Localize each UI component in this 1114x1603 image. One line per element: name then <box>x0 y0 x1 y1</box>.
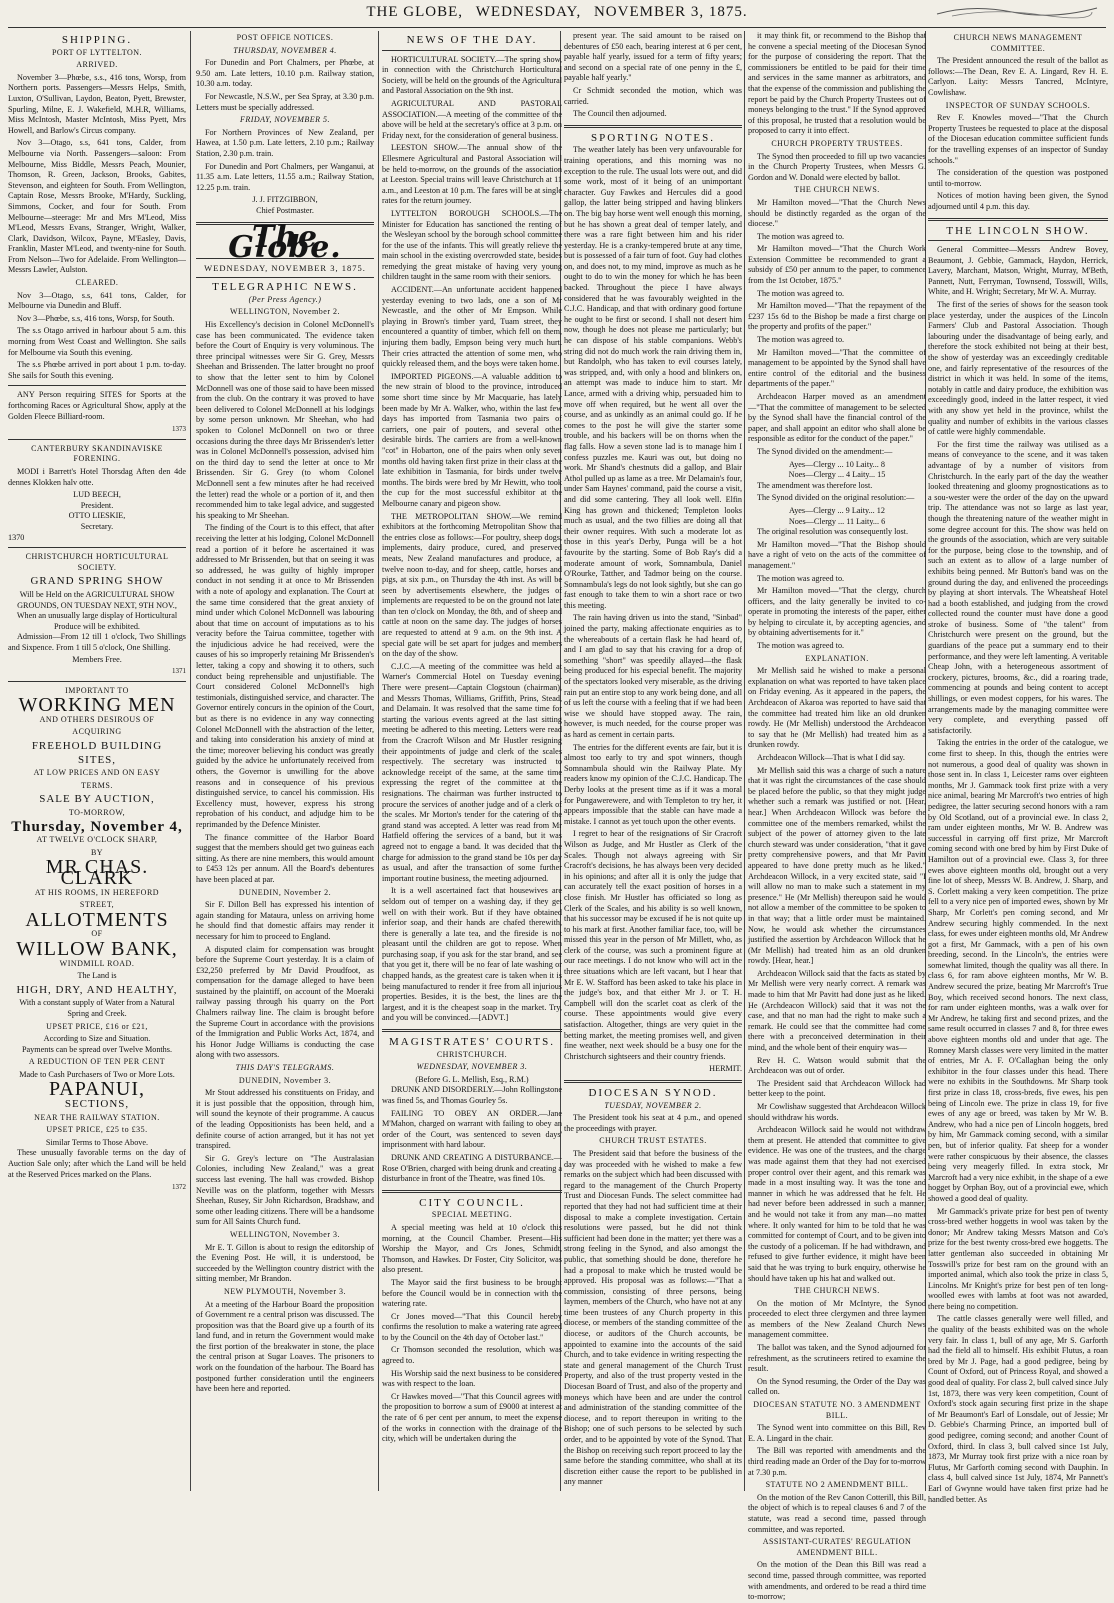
court-item: DRUNK AND DISORDERLY.—John Rollingstone was fined 5s, and Thomas Gourley 5s. <box>382 1085 562 1105</box>
vote-line: Ayes—Clergy ... 10 Laity... 8 <box>789 459 885 469</box>
dateline-new-plymouth: NEW PLYMOUTH, November 3. <box>224 1286 346 1296</box>
skand-sign: President. <box>80 500 114 510</box>
synod-subheading: CHURCH NEWS MANAGEMENT COMMITTEE. <box>953 33 1083 53</box>
divider <box>564 125 742 128</box>
synod-item: The Synod divided on the amendment:— <box>757 446 893 456</box>
grand-text: Will be Held on the AGRICULTURAL SHOW GROUNDS, ON TUESDAY NEXT, 9TH NOV., <box>17 589 177 610</box>
telegram-text: Sir F. Dillon Bell has expressed his intention of again standing for Mataura, unless on arriving home he should find that domestic affairs may render it necessary for him to proceed to England. <box>196 900 374 941</box>
lincoln-item: The cattle classes generally were well filled, and the quality of the beasts exhibited was on the whole very fair. In class 1, bull of any age, Mr S. Garforth had the field all to himself. His exhibit Flutus, a roan bred by Mr J. Page, had a good pedigree, being by Count of Oxford, out of Princess Royal, and showed a good deal of quality. For class 2, bull calved since July 1st, 1873, there was very keen competition, Count of Oxford's stock again securing first prize in the shape of Mr Beaumont's Earl of Lonsdale, out of Jessie; Mr D. Gebbie's Charming Prince, an imported bull of good pedigree, coming second; and another Count of Oxford, third. In class 3, bull calved since 1st July, 1873, Mr Murray took first prize with a nice roan by Flutus, Mr Garforth coming second with Dauphin. In class 4, bull calved since 1st July, 1874, Mr Pannett's Earl of Gwynne would have taken first prize had he handled better. As <box>928 1314 1108 1504</box>
vote-line: Noes—Clergy ... 4 Laity... 15 <box>788 470 886 480</box>
news-item: LEESTON SHOW.—The annual show of the Ellesmere Agricultural and Pastoral Association will be held to-morrow, on the grounds of the association at Leeston. Special trains will leave Christchurch at 11 a.m., and Leeston at 10 p.m. The fares will be at single rates for the return journey. <box>382 143 562 206</box>
dateline-wellington: WELLINGTON, November 3. <box>230 1229 340 1239</box>
divider <box>382 1029 562 1032</box>
synod-item: The amendment was therefore lost. <box>757 480 873 490</box>
ad-number: 1373 <box>172 425 186 434</box>
column-divider <box>378 31 379 1491</box>
arrived-text: November 3—Phœbe, s.s., 416 tons, Worsp, from Northern ports. Passengers—Messrs Helps, Smith, Luxton, O'Sullivan, Laydon, Beaton, Pyett, Brewster, Spurling, Milne, E. J. Wakefield, M.H.R, Williams, Miss McIntosh, Master McIntosh, Miss Pyett, Mrs Howell, and Barlow's Circus company. <box>8 72 186 135</box>
synod-item: it may think fit, or recommend to the Bishop that he convene a special meeting of the Diocesan Synod for the purpose of considering the report. That the commissioners be entitled to be paid for their time and services in the same manner as arbitrators, and that the expense of the commission and publishing the report be paid by the Church Property Trustees out of moneys belonging to the trust." If the Synod approved of this proposal, he trusted that a resolution would be proposed to carry it into effect. <box>748 31 926 136</box>
divider <box>382 50 562 51</box>
similar-text: Similar Terms to Those Above. <box>45 1137 149 1147</box>
column-3 <box>382 31 562 1491</box>
divider <box>8 681 186 682</box>
synod-item: Mr Mellish said he wished to make a personal explanation on what was reported to have taken place on Friday evening. As it appeared in the papers, the Archdeacon of Akaroa was reported to have said that the committee had treated him like an old drunken rowdy. He (Mr Mellish) understood the Archdeacon to say that he (Mr Mellish) had treated him as a drunken rowdy. <box>748 666 926 750</box>
masthead-day: WEDNESDAY, <box>475 4 582 20</box>
synod-item: The President took his seat at 4 p.m., and opened the proceedings with prayer. <box>564 1113 742 1133</box>
terms-text: TERMS. <box>81 780 113 790</box>
court-item: DRUNK AND CREATING A DISTURBANCE.—Rose O'Brien, charged with being drunk and creating a disturbance in front of the Theatre, was fined 10s. <box>382 1152 562 1184</box>
post-date: FRIDAY, NOVEMBER 5. <box>239 115 331 125</box>
cleared-text: Nov 3—Phœbe, s.s, 416 tons, Worsp, for South. <box>17 313 175 323</box>
lincoln-item: Taking the entries in the order of the catalogue, we come first to sheep. In this, though the entries were not numerous, a good deal of quality was shown in those sent in. In class 1, Leicester rams over eighteen months, Mr J. Gammack took first prize with a very nice animal, bearing Mr Marcroft's two entries of high pedigree, the latter securing second honors with a ram by Old Scotland, out of a provincial ewe. In class 2, ram under eighteen months, Mr W. B. Andrew was successful in carrying off first prize, Mr Marcroft coming second with one bred by him by First Duke of Hamilton out of a provincial ewe. Class 3, for three ewes above eighteen months old, brought out a very fine lot of sheep, Messrs W. B. Andrew, J. Sharp, and S. Corlett making a very keen competition. The prize fell to a very nice pen of imported ewes, shown by Mr Sharp, Mr Corlett's pen coming second, and Mr Andrew securing highly commended. In the next class, for ewes under eighteen months old, Mr Andrew got a first, Mr Gammack, with a pen of his own breeding, second. In the Lincoln's, the entries were somewhat limited, though the quality was all there. In class 6, for ram above eighteen months, Mr W. B. Andrew secured the prize, beating Mr Marcroft's True Boy, which received second honors. The next class, for ram under eighteen months, was a walk over for Mr Andrew, he taking first and second prizes, and the same result occurred in classes 7 and 8, for three ewes above eighteen months old and under that age. The Romney Marsh classes were very limited in the matter of entries, Mr A. F. O'Callaghan being the only exhibitor in the four classes under this head. There were no exhibits in the Southdowns. Mr Sharp took first prize in class 18, cross-breds, five ewes, his pen being of Lincoln ewe. The prize in class 19, for five ewes of any age or breed, was taken by Mr W. B. Andrew, who had a nice pen of Lincoln hoggets, bred by him, Mr Gammack coming second, with a similar pen, but of inferior quality. Fat sheep for a wonder were rather conspicuous by their absence, the classes being very meagerly filled. In extra stock, Mr Marcroft had a very nice exhibit, in the shape of a ewe hogget by Orphan Boy, out of a provincial ewe, which showed a good deal of quality. <box>928 738 1108 1203</box>
synod-item: The Synod went into committee on this Bill, Rev E. A. Lingard in the chair. <box>748 1423 926 1443</box>
hort-heading: CHRISTCHURCH HORTICULTURAL SOCIETY. <box>25 552 169 572</box>
sites-heading: SITES, <box>77 753 117 766</box>
lincoln-item: The first of the series of shows for the season took place yesterday, under the auspices of the Lincoln Farmers' Club and Pastoral Association. Though labouring under the disadvantage of being early, and therefore the stock exhibited not being at their best, the show of yesterday was an exceedingly creditable one, and fairly representative of the resources of the district in which it was held. In some of the items, notably in cattle and dairy produce, the exhibition was exceedingly good, indeed in the latter respect, it vied with any show yet held in the province, whilst the quality and number of exhibits in the various classes of cattle were highly commendable. <box>928 300 1108 437</box>
street-text: STREET, <box>79 900 115 910</box>
divider <box>8 547 186 548</box>
council-item: A special meeting was held at 10 o'clock this morning, at the Council Chamber. Present—His Worship the Mayor, and Crs Jones, Schmidt, Thomson, and Hawkes. Dr Foster, City Solicitor, was also present. <box>382 1222 562 1275</box>
ad-number: 1370 <box>8 532 25 542</box>
synod-item: The motion was agreed to. <box>757 573 845 583</box>
divider <box>382 1190 562 1193</box>
synod-item: The President said that before the business of the day was proceeded with he wished to make a few remarks on the subject which had been discussed with regard to the management of the Church Property Trust and Diocesan Funds. The select committee had reported that they had not had sufficient time at their disposal to make a complete investigation. Certain resolutions were passed, but he did not think sufficient had been done in the matter; yet there was a strong feeling in the Synod, and also amongst the public, that something should be done, therefore he had a proposal to make which he trusted would be approved. His proposal was as follows:—"That a commission, consisting of three persons, being laymen, members of the Church, who have not at any time been trustees of any Church property in this diocese, or members of the standing committee of the diocese, or auditors of the Church accounts, be appointed to examine into the accounts of the said Church, and to take evidence in writing respecting the state and general management of the Church Trust Property, and also of the trust property vested in the Diocesan Board of Trust, and also of the property and moneys which have been and are under the control and administration of the standing committee of the diocese, and to report thereupon in writing to the Bishop; one of such persons to be selected by such order, and to be appointed by vote of the Synod. That the Bishop on receiving such report proceed to lay the same before the standing committee, who shall at its discretion either cause the report to be published in any manner <box>564 1148 742 1487</box>
freehold-heading: FREEHOLD BUILDING <box>31 740 163 753</box>
synod-item: The Synod then proceeded to fill up two vacancies in the Church Property Trustees, when Messrs G. Gordon and W. Donald were elected by ballot. <box>748 151 926 182</box>
allotments-heading: ALLOTMENTS <box>25 908 169 931</box>
post-notice: For Dunedin and Port Chalmers, per Phœbe, at 9.50 am. Late letters, 10.10 p.m. Railway station, 10.30 a.m. today. <box>196 58 374 89</box>
news-item: IMPORTED PIGEONS.—A valuable addition to the new strain of blood to the province, introduced some short time since by Mr Macquarie, has lately been made by Mr A. Walker, who, within the last few days has imported from Tasmania two pairs of carriers, one pair of pouters, and several other desirable birds. The carriers are from a well-known "cot" in Hobarton, one of the pairs when only seven months old having taken first prize in their class at the late exhibition in Tasmania, for birds under twelve months. The birds were bred by Mr Hewitt, who took the cup for the most successful exhibitor at the Melbourne canary and pigeon show. <box>382 371 562 508</box>
top-rule <box>8 27 1106 28</box>
synod-subheading: CHURCH PROPERTY TRUSTEES. <box>771 138 903 148</box>
council-item: Cr Hawkes moved—"That this Council agrees with the proposition to borrow a sum of £9000 at interest at the rate of 6 per cent per annum, to meet the expense of the works in connection with the drainage of the city, which will be undertaken during the <box>382 1391 562 1444</box>
synod-item: On the motion of the Dean this Bill was read a second time, passed through committee, was reported with amendments, and ordered to be read a third time to-morrow; <box>748 1560 926 1602</box>
synod-item: The motion was agreed to. <box>757 231 845 241</box>
synod-item: The ballot was taken, and the Synod adjourned for refreshment, as the scrutineers retired to examine the result. <box>748 1343 926 1374</box>
reduction-text: Made to Cash Purchasers of Two or More Lots. <box>19 1069 175 1079</box>
synod-item: Rev F. Knowles moved—"That the Church Property Trustees be requested to place at the disposal of the Diocesan education committee sufficient funds for the travelling expenses of an inspector of Sunday schools." <box>928 113 1108 165</box>
dateline-dunedin: DUNEDIN, November 3. <box>238 1075 332 1085</box>
synod-subheading: CHURCH TRUST ESTATES. <box>599 1136 707 1146</box>
cleared-text: Nov 3—Otago, s.s, 641 tons, Calder, for Melbourne via Dunedin and Bluff. <box>8 290 186 311</box>
telegram-text: Sir G. Grey's lecture on "The Australasian Colonies, including New Zealand," was a great success last evening. The hall was crowded. Bishop Neville was on the platform, together with Messrs Sheehan, Rusey, Sir John Richardson, Bradshaw, and some other leading citizens. There will be a handsome sum for All Saints Church fund. <box>196 1153 374 1227</box>
according-text: According to Size and Situation. <box>43 1034 151 1044</box>
others-text: AND OTHERS DESIROUS OF <box>39 714 155 724</box>
twelve-text: AT TWELVE O'CLOCK SHARP, <box>36 835 158 845</box>
payments-text: Payments can be spread over Twelve Months. <box>21 1044 173 1054</box>
globe-logo: The Globe. <box>228 219 342 266</box>
synod-item: Rev H. C. Watson would submit that the Archdeacon was out of order. <box>748 1055 926 1076</box>
special-meeting: SPECIAL MEETING. <box>431 1210 513 1220</box>
synod-subheading: THE CHURCH NEWS. <box>794 1286 880 1296</box>
of-text: OF <box>91 929 103 939</box>
city-council-heading: CITY COUNCIL. <box>419 1196 525 1209</box>
sport-item: I regret to hear of the resignations of Sir Cracroft Wilson as Judge, and Mr Hustler as Clerk of the Scales. Though not always agreeing with Sir Cracroft's decisions, he has always been very decided in his opinions; and after all it is only the judge that can accurately tell the exact position of horses in a close finish. Mr Hustler has officiated so long as Clerk of the Scales, and his ability is so well known, that his successor may be excused if he is not quite up to his mark at first. Another familiar face, too, will be missed this year in the person of Mr Millett, who, as clerk of the course, was such a prominent figure at our race meetings. I do not know who will act in the three situations which are left vacant, but I hear that Mr E. W. Stafford has been asked to take his place in the judge's box, and that either Mr J. or T. H. Campbell will don the scarlet coat as clerk of the course. These appointments would give every satisfaction. Altogether, things are very quiet in the betting market, the meeting promises well, and given fine weather, next week should be a busy one for the Christchurch sightseers and their country friends. <box>564 829 742 1061</box>
court-item: FAILING TO OBEY AN ORDER.—Jane M'Mahon, charged on warrant with failing to obey an order of the Court, was sentenced to seven days' imprisonment with hard labour. <box>382 1108 562 1150</box>
synod-subheading: ASSISTANT-CURATES' REGULATION AMENDMENT BILL. <box>762 1537 912 1557</box>
post-notice: For Northern Provinces of New Zealand, per Hawea, at 1.50 p.m. Late letters, 2.10 p.m.; Railway Station, 2.30 p.m. train. <box>196 127 374 158</box>
ornament-flourish-icon <box>932 2 1102 20</box>
divider <box>8 439 186 440</box>
vote-line: Noes—Clergy ... 11 Laity... 6 <box>788 516 886 526</box>
synod-item: Mr Hamilton moved—"That the Church Work Extension Committee be recommended to grant a subsidy of £50 per annum to the paper, to commence from the 1st October, 1875." <box>748 244 926 286</box>
port-heading: PORT OF LYTTELTON. <box>51 47 143 57</box>
postmaster-name: J. J. FITZGIBBON, <box>252 195 318 205</box>
tomorrow-text: TO-MORROW, <box>68 808 126 817</box>
dateline: WEDNESDAY, NOVEMBER 3, 1875. <box>204 262 366 273</box>
synod-item: Archdeacon Willock—That is what I did say. <box>757 753 905 762</box>
synod-item: Mr Hamilton moved—"That the clergy, church officers, and the laity generally be invited to co-operate in promoting the interests of the paper, either by helping to circulate it, by accepting agencies, and by obtaining advertisements for it." <box>748 586 926 638</box>
news-item: LYTTELTON BOROUGH SCHOOLS.—The Minister for Education has sanctioned the renting of the Wesleyan school by the borough school committee for the use of the infants. This will greatly relieve the main school in the existing overcrowded state, besides remedying the great mistake of having very young children taught in the same room with their seniors. <box>382 208 562 282</box>
telegraphic-heading: TELEGRAPHIC NEWS. <box>212 281 358 294</box>
divider <box>928 218 1108 221</box>
synod-item: Archdeacon Harper moved as an amendment—"That the committee of management to be selected by the Synod shall have the financial control of the paper, and shall appoint an editor who shall alone be responsible as editor for the conduct of the paper." <box>748 392 926 444</box>
council-item: present year. The said amount to be raised on debentures of £50 each, bearing interest at 6 per cent, payable half yearly, issued for a term of fifty years; and second on a special rate of one penny in the £, payable half yearly." <box>564 31 742 83</box>
favorable-text: These unusually favorable terms on the day of Auction Sale only; after which the Land will be held at the Reserved Prices marked on the Plans. <box>8 1148 186 1179</box>
lincoln-item: Mr Gammack's private prize for best pen of twenty cross-bred wether hoggetts in wool was taken by the donor; Mr Andrew taking Messrs Matson and Co's prize for the best twenty cross-bred ewe hoggetts. The latter gentleman also succeeded in obtaining Mr Tosswill's prize for best ram on the ground with an imported animal, which also took the prize in class 5, Lincolns. Mr Knight's prize for best pen of ten long-woolled ewes with lambs at foot was not awarded, there being no competition. <box>928 1206 1108 1311</box>
dateline-wellington: WELLINGTON, November 2. <box>230 307 340 317</box>
upset-price: UPSET PRICE, £25 to £35. <box>46 1125 148 1135</box>
sections-heading: SECTIONS, <box>64 1098 130 1111</box>
papanui-heading: PAPANUI, <box>48 1078 145 1101</box>
cleared-heading: CLEARED. <box>75 278 119 288</box>
sporting-notes-heading: SPORTING NOTES. <box>590 131 716 144</box>
post-notice: For Dunedin and Port Chalmers, per Wanganui, at 11.35 a.m. Late letters, 11.55 a.m.; Railway Station, 12.25 p.m. train. <box>196 161 374 192</box>
arrived-text: Nov 3—Otago, s.s, 641 tons, Calder, from Melbourne via North. Passengers—saloon: From Melbourne, Miss Biddle, Messrs Peach, Mounier, Thomson, R. Green, Jackson, Brooks, Gabites, Stevenson, and eighteen for South. From Wellington, Captain Rose, Messrs Brooke, M'Hardy, Suckling, Simmons, Cocker, and four for South. From Melbourne—steerage: Mr and Mrs M'Leod, Miss M'Leod, Messrs Evans, Stranger, Wright, Walker, Clark, Davidson, Wilcox, Payne, M'Easley, Davis, Franklin, Master M'Leod, and twenty-nine for South. From Nelson—Two for Adelaide. From Wellington—Messrs Lawler, Aulston. <box>8 138 186 275</box>
synod-item: Mr Hamilton moved—"That the Bishop should have a right of veto on the acts of the committee of management." <box>748 539 926 570</box>
masthead-date: NOVEMBER 3, 1875. <box>593 4 748 20</box>
council-item: His Worship said the next business to be considered was with respect to the loan. <box>382 1368 562 1389</box>
synod-item: The consideration of the question was postponed until to-morrow. <box>928 168 1108 188</box>
telegram-text: A disputed claim for compensation was brought before the Supreme Court yesterday. It is a claim of £32,250 preferred by Mr David Proudfoot, as compensation for the damage alleged to have been sustained by the plaintiff, on account of the Moeraki railway passing through his quarry on the Port Chalmers railway line. The claim is brought before the Supreme Court in accordance with the provisions of the Immigration and Public Works Act, 1874, and his Honor Judge Williams is conducting the case along with two assessors. <box>196 944 374 1060</box>
skand-sign: LUD BEECH, <box>73 490 121 500</box>
post-office-heading: POST OFFICE NOTICES. <box>236 33 334 42</box>
news-item: ACCIDENT.—An unfortunate accident happened yesterday evening to two lads, one a son of Mr Newcastle, and the other of Mr Empson. While playing in Brown's timber yard, Tuam street, they encountered a quantity of timber, which fell on them, injuring them badly, Empson being very much hurt. Their cries attracted the attention of some men, who quickly released them, and the boys were taken home. <box>382 285 562 369</box>
synod-subheading: STATUTE NO 2 AMENDMENT BILL. <box>765 1480 909 1490</box>
news-of-the-day-heading: NEWS OF THE DAY. <box>406 34 538 46</box>
rooms-text: AT HIS ROOMS, IN HEREFORD <box>34 887 160 897</box>
skand-sign: OTTO LIESKIE, <box>68 511 126 521</box>
masthead-paper: THE GLOBE, <box>366 4 464 20</box>
telegram-text: The finding of the Court is to this effect, that after receiving the letter at his lodging, Colonel McDonnell read a portion of it before he ascertained it was addressed to Mr Brissenden, but that on seeing it was so addressed, he was guilty of highly improper conduct in not sending it at once to Mr Brissenden with a note of apology and explanation. The Court at the same time considered that the great anxiety of mind under which Colonel McDonnell was labouring about that time on account of imputations as to his veracity before the Tairua committee, together with the injudicious advice he had received, were the causes of his so improperly retaining Mr Brissenden's letter, taking a copy and showing it to others, such conduct being reprehensible and unjustifiable. The Court considered Colonel McDonnell's high testimonials, distinguished service, and character. The Governor entirely concurs in the opinion of the Court, but as there is no evidence in any way connecting Colonel McDonnell with the abstraction of the letter, and taking into consideration his anxiety of mind at the time; moreover believing his conduct was greatly guided by the advice he unfortunately received from others, the Governor is unwilling for the above reasons and in consequence of his previous distinguished service, to cancel his commission. His Excellency must, however, express his strong reprobation of his conduct, and adjudge him to be reprimanded by the Defence Minister. <box>196 523 374 829</box>
high-dry-heading: HIGH, DRY, AND HEALTHY, <box>16 983 178 996</box>
synod-item: On the motion of Mr McIntyre, the Synod proceeded to elect three clergymen and three laymen as members of the New Zealand Church News management committee. <box>748 1298 926 1340</box>
low-prices-text: AT LOW PRICES AND ON EASY <box>33 768 161 778</box>
synod-item: Mr Hamilton moved—"That the Church News should be distinctly regarded as the organ of the diocese." <box>748 197 926 229</box>
column-2 <box>196 31 374 1491</box>
reduction-heading: A REDUCTION OF TEN PER CENT <box>28 1057 166 1067</box>
water-text: With a constant supply of Water from a Natural Spring and Creek. <box>19 998 175 1018</box>
ad-number: 1371 <box>172 667 186 676</box>
column-5 <box>748 31 927 1602</box>
synod-subheading: INSPECTOR OF SUNDAY SCHOOLS. <box>945 100 1091 110</box>
column-divider <box>190 31 191 1491</box>
synod-item: Mr Hamilton moved—"That the repayment of the £237 15s 6d to the Bishop be made a first charge on the property and profits of the paper." <box>748 301 926 332</box>
synod-item: The original resolution was consequently lost. <box>757 527 908 537</box>
court-location: CHRISTCHURCH. <box>436 1049 508 1059</box>
council-item: The Mayor said the first business to be brought before the Council would be in connection with the watering rate. <box>382 1277 562 1309</box>
news-item: It is a well ascertained fact that housewives are seldom out of temper on a washing day, if they get well on with their work. But if they have obtained inferior soap, and their hands are chafed therewith, there is generally a late tea, and the fireside is not pleasant until the children are got to repose. When purchasing soap, if you ask for the star brand, and see that you get it, there will be no fear of late washing or chapped hands, as the greatest care is taken when it is being manufactured to render it free from all injurious properties. Besides, it is the best, the lines are the largest, and it is the cheapest soap in the market. Try, and you will be convinced.—[ADVT.] <box>382 886 562 1023</box>
grand-text: When an unusually large display of Horticultural Produce will be exhibited. <box>16 611 178 631</box>
synod-item: On the motion of the Rev Canon Cotterill, this Bill, the object of which is to repeal clauses 6 and 7 of the statute, was read a second time, passed through committee, and was reported. <box>748 1492 926 1534</box>
diocesan-synod-heading: DIOCESAN SYNOD. <box>588 1087 718 1099</box>
telegram-text: Mr Stout addressed his constituents on Friday, and it is just possible that the opposition, through him, will sound the keynote of their programme. A caucus of the leading Oppositionists has been held, and a definite course of action arranged, but it has not yet transpired. <box>196 1088 374 1151</box>
shipping-note: The s.s Phœbe arrived in port about 1 p.m. to-day. She sails for South this evening. <box>8 360 186 380</box>
lincoln-show-heading: THE LINCOLN SHOW. <box>946 224 1090 237</box>
synod-item: Archdeacon Willock said that the facts as stated by Mr Mellish were very nearly correct. A remark was made to him that Mr Pavitt had done just as he liked. He (Archdeacon Willock) said that it was not the case, and that no man had the right to make such a remark. He could see that the committee had come there with a preconceived determination in their mind, and the whole bent of their enquiry was— <box>748 968 926 1053</box>
admission-text: Admission—From 12 till 1 o'clock, Two Shillings and Sixpence. From 1 till 5 o'clock, One Shilling. <box>8 632 186 652</box>
telegram-text: At a meeting of the Harbour Board the proposition of Government re a central prison was discussed. The proposition was that the Board give up a fourth of its land fund, and in return the Government would make the first portion of the breakwater in stone, the place the central prison at Sugar Loaves. The prisoners to work on the foundation of the harbour. The Board has postponed further consideration until the engineers have been here and reported. <box>196 1299 374 1394</box>
sport-item: The entries for the different events are fair, but it is almost too early to try and spot winners, though Somnambula should win the Railway Plate. My readers know my opinion of the C.J.C. Handicap. The Derby looks at the present time as if it was a moral for Pungawerewere, and with Templeton to try her, it appears impossible that the stable can have made a mistake. I cannot as yet touch upon the other events. <box>564 742 742 826</box>
news-item: HORTICULTURAL SOCIETY.—The spring show, in connection with the Christchurch Horticultural Society, will be held on the grounds of the Agricultural and Pastoral Association on the 9th inst. <box>382 54 563 96</box>
vote-line: Ayes—Clergy ... 9 Laity... 12 <box>789 505 885 515</box>
court-date: WEDNESDAY, NOVEMBER 3. <box>416 1062 528 1072</box>
news-item: AGRICULTURAL AND PASTORAL ASSOCIATION.—A meeting of the committee of the above will be held at the secretary's office at 3 p.m. on Friday next, for the consideration of general business. <box>382 98 562 140</box>
synod-item: Mr Mellish said this was a charge of such a nature that it was right the circumstances of the case should be placed before the public, so that they might judge whether such a remark was justified or not. [Hear, hear.] When Archdeacon Willock was before the committee one of the members remarked, whilst the subject of the power of attorney given to the late church steward was under consideration, "that it gave pretty comprehensive powers, and that Mr Pavitt appeared to have done pretty much as he liked." Archdeacon Willock, in a very excited state, said "I will allow no man to make such a statement in my presence." He (Mr Mellish) thereupon said he would not allow a member of the committee to be spoken to in that way; that a little order must be maintained. Now, he would ask whether the circumstances justified the assertion by Archdeacon Willock that he (Mr Mellish) had treated him as an old drunken rowdy. [Hear, hear.] <box>748 765 926 966</box>
clark-heading: MR CHAS. CLARK <box>45 856 149 889</box>
skand-text: MODI i Barrett's Hotel Thorsdag Aften den 4de dennes Klokken halv otte. <box>8 466 186 487</box>
land-text: The Land is <box>77 971 117 981</box>
court-before: (Before G. L. Mellish, Esq., R.M.) <box>415 1074 529 1084</box>
arrived-heading: ARRIVED. <box>76 60 118 70</box>
hermit-signature: HERMIT. <box>709 1064 742 1074</box>
thursday-heading: Thursday, November 4, <box>11 818 183 835</box>
synod-subheading: THE CHURCH NEWS. <box>794 185 880 195</box>
divider <box>928 240 1108 241</box>
ad-sites: ANY Person requiring SITES for Sports at the forthcoming Races or Agricultural Show, apply at the Golden Fleece Billiard-room. <box>8 390 186 421</box>
post-date: THURSDAY, NOVEMBER 4. <box>233 45 337 55</box>
near-text: NEAR THE RAILWAY STATION. <box>34 1112 160 1122</box>
magistrates-heading: MAGISTRATES' COURTS. <box>388 1036 555 1049</box>
acquiring-text: ACQUIRING <box>72 727 122 737</box>
telegram-text: Mr E. T. Gillon is about to resign the editorship of the Evening Post. He will, it is understood, be succeeded by the Wellington country district with the sitting member, Mr Brandon. <box>196 1242 374 1284</box>
telegram-text: The finance committee of the Harbor Board suggest that the members should get two guineas each sitting. As there are nine members, this would amount to £453 12s per annum. All the Board's debentures have been placed at par. <box>196 832 374 884</box>
council-item: Cr Schmidt seconded the motion, which was carried. <box>564 85 742 106</box>
ad-number: 1372 <box>172 1183 186 1192</box>
masthead <box>0 0 1114 24</box>
council-item: The Council then adjourned. <box>573 109 667 119</box>
synod-item: Mr Hamilton moved—"That the committee of management to be appointed by the Synod shall have entire control of the editorial and the business departments of the paper." <box>748 347 926 389</box>
lincoln-item: For the first time the railway was utilised as a means of conveyance to the scene, and it was taken advantage of by a number of visitors from Christchurch. In the early part of the day the weather looked threatening and gloomy prognostications as to a sou-wester were the order of the day on the upward trip. The attendance was not so large as last year, though the threatening nature of the weather might in some degree account for this. The show was held on the grounds of the association, which are very suitable for the purpose, being close to the township, and of such an extent as to allow of a large number of exhibits being penned. Mr Button's band was on the ground during the day, and enlivened the proceedings by playing at short intervals. The Wheatsheaf Hotel had a booth established, and judging from the crowd collected round the counter must have done a good stroke of business. Some of "the talent" from Christchurch were present on the ground, but the guardians of the peace put a summary end to their performance, and they were left lamenting. A veritable Cheap John, with a heterogeneous assortment of crockery, pictures, brooms, &c., did a roaring trade, commencing at pounds and being content to accept shillings, or even modest coppers, for his wares. The arrangements made by the managing committee were very complete, and everything passed off satisfactorily. <box>928 439 1108 735</box>
windmill-text: WINDMILL ROAD. <box>59 958 135 968</box>
synod-subheading: EXPLANATION. <box>805 653 869 663</box>
synod-item: Mr Cowlishaw suggested that Archdeacon Willock should withdraw his words. <box>748 1102 926 1122</box>
working-men-heading: WORKING MEN <box>18 694 176 717</box>
synod-item: The Synod divided on the original resolution:— <box>757 493 915 503</box>
postmaster-title: Chief Postmaster. <box>256 205 314 215</box>
synod-item: The President announced the result of the ballot as follows:—The Dean, Rev E. A. Lingard, Rev H. E. Carlyon. Laity: Messrs Tancred, McIntyre, Cowlishaw. <box>928 56 1108 97</box>
lincoln-item: General Committee—Messrs Andrew Bovey, Beaumont, J. Gebbie, Gammack, Haydon, Herrick, Lavery, Marchant, Matson, Wright, Murray, M'Beth, Pannett, Nutt, Ferryman, Townsend, Tosswill, Wills, White, and H. Wright; Secretary, Mr W. A. Murray. <box>928 245 1108 297</box>
post-notice: For Newcastle, N.S.W., per Sea Spray, at 3.30 p.m. Letters must be specially addressed. <box>196 91 374 112</box>
by-text: BY <box>90 847 104 857</box>
divider <box>564 1080 742 1083</box>
synod-item: The motion was agreed to. <box>757 641 845 651</box>
column-divider <box>744 31 745 1491</box>
upset-price: UPSET PRICE, £16 or £21, <box>46 1021 148 1031</box>
divider <box>196 277 374 278</box>
synod-item: The President said that Archdeacon Willock had better keep to the point. <box>748 1078 926 1099</box>
dateline-dunedin: DUNEDIN, November 2. <box>238 887 332 897</box>
sport-item: The weather lately has been very unfavourable for training operations, and this morning was no exception to the rule. The usual lots were out, and did some work, most of it being of an unimportant character. Guy Fawkes and Hercules did a good gallop, the latter being stripped and having blinkers on. The big bay horse went well enough this morning, but he has shown a great deal of temper lately, and there was a rare fight between him and his rider yesterday. He is a cranky-tempered brute at any time, but is possessed of a fair turn of foot. Guy had clothes on, and does not, to my mind, improve as much as he ought to do to win the money for which he has been backed. Throughout the piece I have always considered that he was favourably weighted in the C.J.C. Handicap, and that with ordinary good fortune he ought to be first or second. I shall not desert him now, though he does not please me particularly; but he can dispose of his stable companions. Webb's string did not do much work the rain driving them in, but Randolph, who has taken to evil courses lately, was stripped, and, with only a hood and blinkers on, an attempt was made to induce him to start. Mr Lance, armed with a driving whip, persuaded him to move off when required, but he went all over the course, and as unkindly as an animal could go. If he comes to the post he will give the starter some trouble, and his backers will be on thorns when the flag falls. How a seven stone lad is to manage him I confess puzzles me. Kauri was out, but doing no work. Mr Shand's chestnuts did a gallop, and Blair Athol pulled up as lame as a tree. Mr Delamain's four, under Sam Haynes' command, paid the course a visit, and did some cantering. They all look well. Elfin King has grown and thickened; Templeton looks much as usual, and the two fillies are doing all that their owner requires. With such a moderate lot as those in this year's Derby, Punga will be a hot favourite by the starting. Some of Bob Ray's did a moderate amount of work, Somnambula, Daniel O'Rourke, Tatther, and Tadmor being on the course. Somnambula's legs do not look sightly, but she can go fast enough to take them to win a short race or two this meeting. <box>564 145 742 610</box>
synod-item: On the Synod resuming, the Order of the Day was called on. <box>748 1376 926 1397</box>
news-item: THE METROPOLITAN SHOW.—We remind exhibitors at the forthcoming Metropolitan Show that the entries close as follows:—For poultry, sheep dogs, implements, dairy produce, cured, and preserved meats, New Zealand manufactures and produce, at twelve noon to-day, and for sheep, cattle, horses and pigs, at six p.m., on Thursday the 4th inst. As will be seen by advertisements elsewhere, the judges of implements are requested to be on the ground not later than ten o'clock on Monday, the 8th, and of sheep and cattle at noon on the same day. The judges of horses are requested to attend at 9 a.m. on the 9th inst. A special gate will be set apart for judges and members on the day of the show. <box>382 511 562 659</box>
synod-item: The Bill was reported with amendments and the third reading made an Order of the Day for to-morrow at 7.30 p.m. <box>748 1446 927 1477</box>
grand-spring-show: GRAND SPRING SHOW <box>30 575 164 588</box>
column-1 <box>8 31 186 1491</box>
synod-subheading: DIOCESAN STATUTE NO. 3 AMENDMENT BILL. <box>753 1400 921 1420</box>
shipping-heading: SHIPPING. <box>61 34 133 46</box>
sale-heading: SALE BY AUCTION, <box>39 793 155 806</box>
skand-sign: Secretary. <box>80 521 114 531</box>
synod-item: Archdeacon Willock said he would not withdraw them at present. He attended that committee to give evidence. He was one of the trustees, and the charge was made against them that they had not exercised proper control over their agent, and this remark was made in a most insulting way. It was the tone and manner in which he was addressed that he felt. He had never before been addressed in such a manner, and he would not take it from any man—no matter where. It only wanted for him to be told that he was committed for contempt of Court, and to be given into the custody of a policeman. If he had withdrawn, and refused to give further evidence, it might have been said that he was trying to burk enquiry, otherwise he should have taken up his hat and walked out. <box>748 1125 926 1283</box>
willow-bank-heading: WILLOW BANK, <box>16 937 178 960</box>
skand-heading: CANTERBURY SKANDINAVISKE FORENING. <box>31 443 163 464</box>
todays-telegrams: THIS DAY'S TELEGRAMS. <box>235 1063 335 1073</box>
divider <box>8 385 186 386</box>
news-item: C.J.C.—A meeting of the committee was held at Warner's Commercial Hotel on Tuesday evening. There were present—Captain Clogstoun (chairman), and Messrs Thomas, Williams, Griffith, Prins, Stead, and Delamain. It was resolved that the same time for starting the various events agreed at the last sitting meeting be adhered to this meeting. Letters were read from the Cracroft Wilson and Mr Hustler resigning their appointments of judge and clerk of the scales respectively. The secretary was instructed to acknowledge receipt of the same, at the same time expressing the regret of the committee at the resignations. The chairman was further instructed to procure the services of another judge and of a clerk of the scales. Mr Morton's tender for the catering of the grand stand was accepted. A letter was read from Mr Hatfield offering the services of a band, but it was agreed not to engage a band. It was decided that the charge for admission to the grand stand be 10s per day as usual, and after the transaction of some further important routine business, the meeting adjourned. <box>382 661 562 883</box>
synod-date: TUESDAY, NOVEMBER 2. <box>604 1100 702 1110</box>
synod-item: The motion was agreed to. <box>757 288 845 298</box>
synod-item: Notices of motion having been given, the Synod adjourned until 4 p.m. this day. <box>928 191 1108 211</box>
council-item: Cr Jones moved—"That this Council hereby confirms the resolution to make a watering rate agreed to by the Council on the 4th day of October last." <box>382 1311 562 1342</box>
telegram-text: His Excellency's decision in Colonel McDonnell's case has been communicated. The evidence taken before the Court of Enquiry is very voluminous. The three principal witnesses were Sir G. Grey, Messrs Sheehan and Brissenden. The latter brought no proof to show that the letter sent to him by Colonel McDonnell was one of those said to have been missed from the club. On the contrary it was proved to have been delivered to Colonel McDonnell at his lodgings by some person unknown. Mr Sheehan, who had spoken to Colonel McDonnell on two or three occasions during the three days Mr Brissenden's letter was in Colonel McDonnell's possession, advised him on the third day to send the letter at once to Mr Brissenden. Sir G. Grey (to whom Colonel McDonnell sent a few minutes after he had received the letter) read the whole or a portion of it, and then recommended him to take legal advice, and suggested his speaking to Mr Sheehan. <box>196 320 374 520</box>
column-4 <box>564 31 742 1491</box>
column-6 <box>928 31 1108 1504</box>
council-item: Cr Thomson seconded the resolution, which was agreed to. <box>382 1345 562 1366</box>
shipping-note: The s.s Otago arrived in harbour about 5 a.m. this morning from West Coast and Wellington. She sails for Melbourne via South this evening. <box>8 326 186 357</box>
sport-item: The rain having driven us into the stand, "Sinbad" joined the party, making affectionate enquiries as to the whereabouts of a certain flask he had heard of, and I am glad to say that his craving for a drop of something "short" was speedily allayed—the flask being produced for his especial benefit. The majority of the spectators looked very miserable, as the driving rain put an entire stop to any work being done, and all of us left the course with a feeling that if we had been wise we should have stopped away. The rain, however, is much needed, for the course proper was as hard as cement in certain parts. <box>564 613 742 739</box>
synod-item: The motion was agreed to. <box>757 335 845 345</box>
members-text: Members Free. <box>72 655 122 665</box>
press-agency: (Per Press Agency.) <box>248 294 322 304</box>
important-text: IMPORTANT TO <box>65 685 129 695</box>
